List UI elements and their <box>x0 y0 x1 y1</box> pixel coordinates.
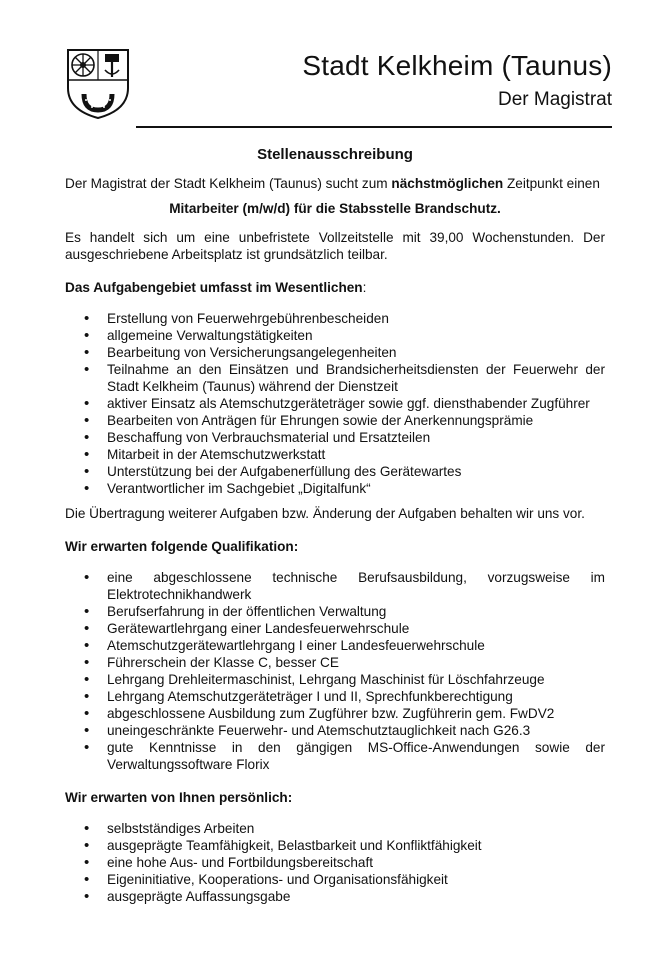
tasks-note: Die Übertragung weiterer Aufgaben bzw. Änderung der Aufgaben behalten wir uns vor. <box>65 506 585 521</box>
list-item: • aktiver Einsatz als Atemschutzgeräteträger sowie ggf. diensthabender Zugführer <box>107 395 605 412</box>
list-item: • Lehrgang Atemschutzgeräteträger I und II, Sprechfunkberechtigung <box>107 688 605 705</box>
document-heading: Stellenausschreibung <box>257 146 413 163</box>
intro-paragraph <box>65 175 605 192</box>
list-item: • Berufserfahrung in der öffentlichen Verwaltung <box>107 603 605 620</box>
document-body <box>65 146 605 913</box>
tasks-heading <box>65 279 605 296</box>
list-item: • Gerätewartlehrgang einer Landesfeuerwehrschule <box>107 620 605 637</box>
list-item: • eine abgeschlossene technische Berufsausbildung, vorzugsweise im Elektrotechnikhandwerk <box>107 569 605 603</box>
qualifications-heading: Wir erwarten folgende Qualifikation: <box>65 539 299 554</box>
list-item: • selbstständiges Arbeiten <box>107 820 605 837</box>
list-item: • allgemeine Verwaltungstätigkeiten <box>107 327 605 344</box>
list-item: • Führerschein der Klasse C, besser CE <box>107 654 605 671</box>
list-item: • Mitarbeit in der Atemschutzwerkstatt <box>107 446 605 463</box>
list-item: • Erstellung von Feuerwehrgebührenbescheiden <box>107 310 605 327</box>
list-item: • eine hohe Aus- und Fortbildungsbereitschaft <box>107 854 605 871</box>
list-item: • ausgeprägte Auffassungsgabe <box>107 888 605 905</box>
list-item: • Atemschutzgerätewartlehrgang I einer Landesfeuerwehrschule <box>107 637 605 654</box>
position-title: Mitarbeiter (m/w/d) für die Stabsstelle Brandschutz. <box>169 201 501 216</box>
list-item: • abgeschlossene Ausbildung zum Zugführer bzw. Zugführerin gem. FwDV2 <box>107 705 605 722</box>
intro-emphasis: nächstmöglichen <box>391 176 504 191</box>
personal-list <box>65 820 605 905</box>
org-title: Stadt Kelkheim (Taunus) <box>302 50 612 81</box>
header-divider <box>136 126 612 128</box>
list-item: • Teilnahme an den Einsätzen und Brandsicherheitsdiensten der Feuerwehr der Stadt Kelkheim (Taunus) während der Dienstzeit <box>107 361 605 395</box>
list-item: • uneingeschränkte Feuerwehr- und Atemschutztauglichkeit nach G26.3 <box>107 722 605 739</box>
list-item: • gute Kenntnisse in den gängigen MS-Office-Anwendungen sowie der Verwaltungssoftware Florix <box>107 739 605 773</box>
list-item: • Bearbeitung von Versicherungsangelegenheiten <box>107 344 605 361</box>
list-item: • Bearbeiten von Anträgen für Ehrungen sowie der Anerkennungsprämie <box>107 412 605 429</box>
org-subtitle: Der Magistrat <box>497 89 612 110</box>
tasks-heading-text: Das Aufgabengebiet umfasst im Wesentlichen <box>65 280 363 295</box>
tasks-list <box>65 310 605 497</box>
list-item: • Beschaffung von Verbrauchsmaterial und Ersatzteilen <box>107 429 605 446</box>
list-item: • Eigeninitiative, Kooperations- und Organisationsfähigkeit <box>107 871 605 888</box>
intro-text-end: Zeitpunkt einen <box>503 176 600 191</box>
conditions-paragraph: Es handelt sich um eine unbefristete Vollzeitstelle mit 39,00 Wochenstunden. Der ausgeschriebene Arbeitsplatz ist grundsätzlich teilbar. <box>65 230 605 262</box>
qualifications-list <box>65 569 605 773</box>
list-item: • ausgeprägte Teamfähigkeit, Belastbarkeit und Konfliktfähigkeit <box>107 837 605 854</box>
list-item: • Verantwortlicher im Sachgebiet „Digitalfunk“ <box>107 480 605 497</box>
personal-heading: Wir erwarten von Ihnen persönlich: <box>65 790 293 805</box>
city-coat-of-arms <box>66 48 130 120</box>
intro-text-start: Der Magistrat der Stadt Kelkheim (Taunus) sucht zum <box>65 176 392 191</box>
list-item: • Lehrgang Drehleitermaschinist, Lehrgang Maschinist für Löschfahrzeuge <box>107 671 605 688</box>
list-item: • Unterstützung bei der Aufgabenerfüllung des Gerätewartes <box>107 463 605 480</box>
tasks-heading-colon: : <box>362 280 367 295</box>
